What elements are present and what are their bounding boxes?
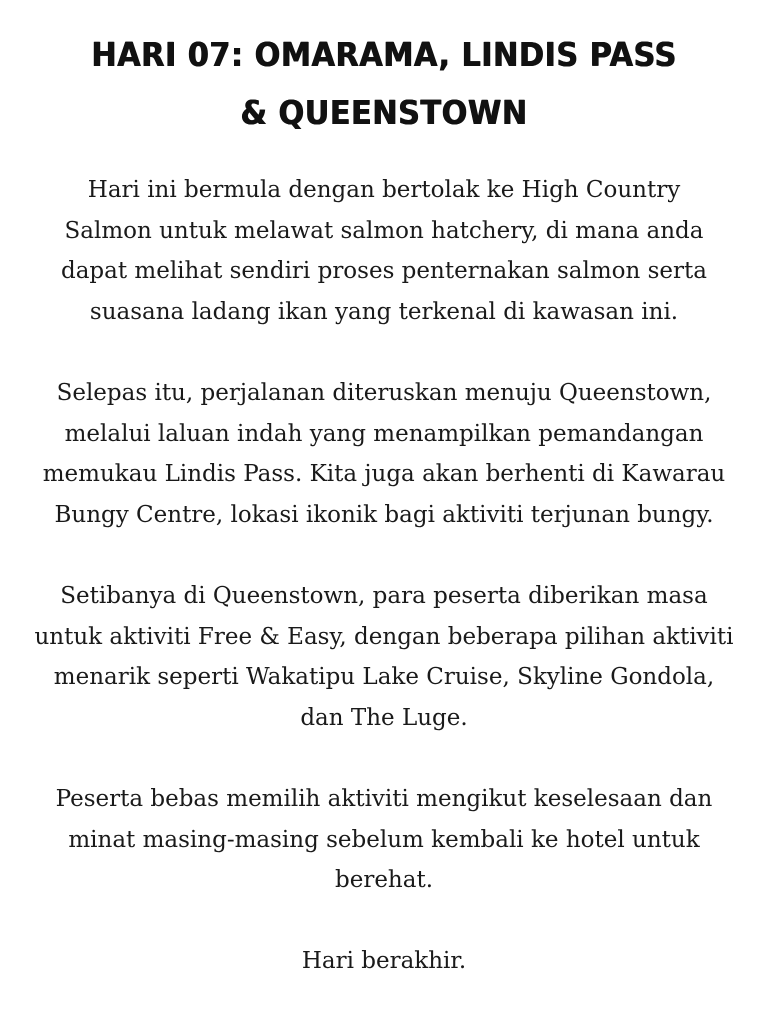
text-line: untuk aktiviti Free & Easy, dengan beberapa pilihan aktiviti [34, 623, 734, 650]
itinerary-body [0, 170, 768, 982]
text-line: memukau Lindis Pass. Kita juga akan berhenti di Kawarau [42, 461, 726, 488]
text-line: melalui laluan indah yang menampilkan pemandangan [64, 420, 704, 447]
paragraph-day-end [0, 941, 768, 982]
text-line: menarik seperti Wakatipu Lake Cruise, Skyline Gondola, [53, 664, 715, 691]
paragraph-queenstown-activities [0, 576, 768, 738]
paragraph-lindis-pass [0, 373, 768, 535]
paragraph-free-choice [0, 779, 768, 901]
text-line: Hari ini bermula dengan bertolak ke High Country [87, 177, 681, 203]
page-title [62, 26, 706, 142]
text-line: Bungy Centre, lokasi ikonik bagi aktiviti terjunan bungy. [54, 501, 714, 528]
title-line: HARI 07: OMARAMA, LINDIS PASS [91, 35, 677, 74]
text-line: Peserta bebas memilih aktiviti mengikut keselesaan dan [55, 785, 713, 812]
text-line: minat masing-masing sebelum kembali ke hotel untuk [68, 826, 700, 853]
text-line: suasana ladang ikan yang terkenal di kawasan ini. [89, 298, 679, 325]
text-line: dan The Luge. [300, 704, 468, 731]
text-line: Salmon untuk melawat salmon hatchery, di mana anda [64, 217, 704, 244]
paragraph-salmon-hatchery [0, 170, 768, 332]
text-line: Setibanya di Queenstown, para peserta diberikan masa [60, 582, 708, 609]
title-line: & QUEENSTOWN [240, 93, 528, 132]
text-line: dapat melihat sendiri proses penternakan salmon serta [60, 258, 707, 285]
text-line: Selepas itu, perjalanan diteruskan menuju Queenstown, [56, 379, 712, 406]
text-line: Hari berakhir. [301, 948, 467, 975]
text-line: berehat. [334, 867, 434, 894]
